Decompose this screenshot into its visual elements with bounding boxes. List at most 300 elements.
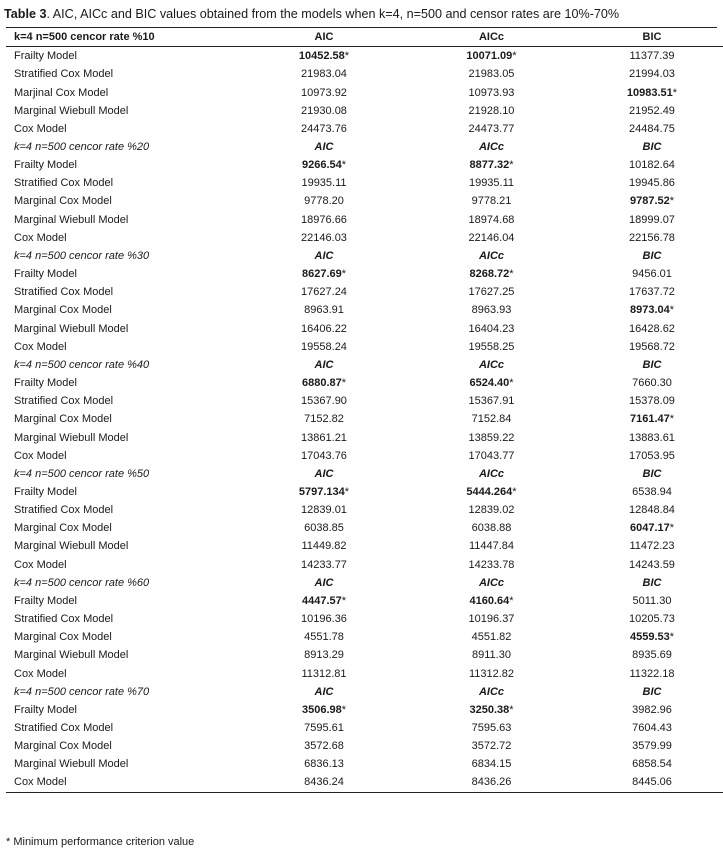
value-aic xyxy=(244,83,404,101)
minimum-marker: * xyxy=(669,304,675,317)
value-aic xyxy=(244,392,404,410)
value-aicc xyxy=(404,120,579,138)
value-bic xyxy=(579,610,723,628)
value-aicc xyxy=(404,592,579,610)
value-text: 21994.03 xyxy=(629,68,675,81)
table-row xyxy=(6,192,723,210)
caption-label: Table 3 xyxy=(4,7,47,21)
value-aic xyxy=(244,610,404,628)
column-header-aicc: AICc xyxy=(478,249,505,262)
value-bic xyxy=(579,664,723,682)
value-text: 22156.78 xyxy=(629,231,675,244)
value-text: 8436.26 xyxy=(471,776,512,789)
value-text: 19558.25 xyxy=(468,340,515,353)
model-name: Marginal Wiebull Model xyxy=(14,431,129,444)
value-bic xyxy=(579,519,723,537)
value-aicc xyxy=(404,410,579,428)
value-bic xyxy=(579,265,723,283)
value-aicc xyxy=(404,428,579,446)
value-aic xyxy=(244,719,404,737)
value-bic xyxy=(579,701,723,719)
column-header-aic: AIC xyxy=(314,249,334,262)
table-row xyxy=(6,83,723,101)
table-row xyxy=(6,428,723,446)
value-aicc xyxy=(404,646,579,664)
value-text: 17053.95 xyxy=(629,449,675,462)
table-row xyxy=(6,501,723,519)
value-aic xyxy=(244,410,404,428)
value-text: 10196.36 xyxy=(301,613,347,626)
value-text: 7152.84 xyxy=(471,413,512,426)
value-aicc xyxy=(404,610,579,628)
value-text: 6858.54 xyxy=(632,758,672,771)
minimum-marker: * xyxy=(344,50,350,63)
column-header-bic: BIC xyxy=(579,28,723,47)
minimum-marker: * xyxy=(672,86,678,99)
table-row xyxy=(6,773,723,792)
value-text: 11377.39 xyxy=(629,50,675,63)
value-text: 8963.91 xyxy=(304,304,344,317)
model-name: Cox Model xyxy=(6,773,244,792)
group-label: k=4 n=500 cencor rate %70 xyxy=(14,685,150,698)
value-aic xyxy=(244,701,404,719)
value-text: 8935.69 xyxy=(632,649,672,662)
table-body xyxy=(6,28,723,792)
value-text: 8913.29 xyxy=(304,649,344,662)
model-name: Marginal Wiebull Model xyxy=(14,758,129,771)
model-name: Stratified Cox Model xyxy=(14,68,114,81)
value-text: 9266.54 xyxy=(301,159,342,172)
value-aicc xyxy=(404,338,579,356)
value-text: 18974.68 xyxy=(468,213,515,226)
value-text: 14233.78 xyxy=(468,558,515,571)
group-header-row xyxy=(6,138,723,156)
value-text: 11472.23 xyxy=(629,540,675,553)
table-row xyxy=(6,447,723,465)
minimum-marker: * xyxy=(341,268,347,281)
value-bic xyxy=(579,410,723,428)
value-aicc xyxy=(404,755,579,773)
value-bic xyxy=(579,755,723,773)
minimum-marker: * xyxy=(509,159,514,172)
value-text: 24473.76 xyxy=(301,122,347,135)
table-row xyxy=(6,392,723,410)
value-text: 8877.32 xyxy=(469,159,510,172)
value-bic xyxy=(579,537,723,555)
value-text: 8973.04 xyxy=(629,304,670,317)
minimum-marker: * xyxy=(669,413,675,426)
value-aicc xyxy=(404,447,579,465)
minimum-marker: * xyxy=(512,485,517,498)
value-text: 5011.30 xyxy=(632,594,672,607)
value-aicc xyxy=(404,283,579,301)
table-row xyxy=(6,338,723,356)
value-text: 5444.264 xyxy=(466,485,513,498)
model-name: Cox Model xyxy=(14,667,67,680)
value-aicc xyxy=(404,719,579,737)
model-name: Stratified Cox Model xyxy=(14,613,114,626)
value-aic xyxy=(244,211,404,229)
table-row xyxy=(6,65,723,83)
results-table xyxy=(6,28,723,793)
model-name: Marginal Wiebull Model xyxy=(14,540,129,553)
value-text: 11322.18 xyxy=(629,667,675,680)
group-header-row xyxy=(6,356,723,374)
column-header-aicc: AICc xyxy=(478,685,505,698)
value-aicc xyxy=(404,174,579,192)
value-text: 24484.75 xyxy=(629,122,675,135)
value-bic xyxy=(579,320,723,338)
model-name: Cox Model xyxy=(14,231,67,244)
value-text: 10205.73 xyxy=(629,613,675,626)
value-aic xyxy=(244,102,404,120)
model-name: Marginal Cox Model xyxy=(14,304,112,317)
table-row xyxy=(6,301,723,319)
value-text: 4551.82 xyxy=(471,631,512,644)
value-text: 13883.61 xyxy=(629,431,675,444)
value-bic xyxy=(579,301,723,319)
value-text: 21983.05 xyxy=(468,68,515,81)
value-text: 3250.38 xyxy=(469,703,510,716)
group-label: k=4 n=500 cencor rate %10 xyxy=(6,28,244,47)
value-aicc xyxy=(404,701,579,719)
value-text: 4551.78 xyxy=(304,631,344,644)
value-aic xyxy=(244,483,404,501)
value-aic xyxy=(244,301,404,319)
table-row xyxy=(6,102,723,120)
value-text: 8963.93 xyxy=(471,304,512,317)
value-text: 16404.23 xyxy=(468,322,515,335)
value-bic xyxy=(579,392,723,410)
group-header-row xyxy=(6,465,723,483)
value-bic xyxy=(579,773,723,792)
value-text: 22146.03 xyxy=(301,231,347,244)
value-bic xyxy=(579,428,723,446)
value-bic xyxy=(579,556,723,574)
value-text: 11312.82 xyxy=(468,667,515,680)
value-bic xyxy=(579,374,723,392)
value-aic xyxy=(244,265,404,283)
value-text: 19935.11 xyxy=(468,177,515,190)
model-name: Cox Model xyxy=(14,122,67,135)
value-text: 17637.72 xyxy=(629,286,675,299)
value-aic xyxy=(244,646,404,664)
table-row xyxy=(6,211,723,229)
value-bic xyxy=(579,283,723,301)
table-row xyxy=(6,719,723,737)
model-name: Stratified Cox Model xyxy=(14,722,114,735)
value-text: 3982.96 xyxy=(632,703,672,716)
value-aic xyxy=(244,229,404,247)
value-text: 7161.47 xyxy=(629,413,670,426)
value-text: 6538.94 xyxy=(632,485,672,498)
value-text: 3572.72 xyxy=(471,740,512,753)
table-caption xyxy=(4,6,619,22)
value-aic xyxy=(244,338,404,356)
column-header-aic: AIC xyxy=(314,685,334,698)
model-name: Frailty Model xyxy=(14,485,77,498)
group-label: k=4 n=500 cencor rate %40 xyxy=(14,358,150,371)
value-aic xyxy=(244,374,404,392)
value-bic xyxy=(579,338,723,356)
column-header-aicc: AICc xyxy=(404,28,579,47)
minimum-marker: * xyxy=(344,485,350,498)
column-header-aicc: AICc xyxy=(478,467,505,480)
value-text: 19568.72 xyxy=(629,340,675,353)
value-bic xyxy=(579,737,723,755)
value-aic xyxy=(244,773,404,792)
table-row xyxy=(6,229,723,247)
value-text: 6047.17 xyxy=(629,522,670,535)
value-text: 7604.43 xyxy=(632,722,672,735)
model-name: Frailty Model xyxy=(14,268,77,281)
table-row xyxy=(6,592,723,610)
column-header-aic: AIC xyxy=(314,141,334,154)
value-bic xyxy=(579,174,723,192)
value-aicc xyxy=(404,156,579,174)
model-name: Marginal Cox Model xyxy=(14,522,112,535)
minimum-marker: * xyxy=(509,703,514,716)
model-name: Stratified Cox Model xyxy=(14,504,114,517)
value-bic xyxy=(579,592,723,610)
value-text: 4160.64 xyxy=(469,594,510,607)
column-header-aic: AIC xyxy=(314,467,334,480)
value-aic xyxy=(244,120,404,138)
value-text: 7660.30 xyxy=(632,377,672,390)
table-row xyxy=(6,410,723,428)
model-name: Cox Model xyxy=(14,558,67,571)
model-name: Marginal Wiebull Model xyxy=(14,213,129,226)
value-text: 7152.82 xyxy=(304,413,344,426)
table-row xyxy=(6,646,723,664)
value-text: 8911.30 xyxy=(472,649,511,662)
column-header-aic: AIC xyxy=(314,358,334,371)
value-text: 19935.11 xyxy=(301,177,347,190)
value-text: 13861.21 xyxy=(301,431,347,444)
value-text: 3506.98 xyxy=(301,703,342,716)
caption-text: . AIC, AICc and BIC values obtained from the models when k=4, n=500 and censor rates are 10%-70% xyxy=(46,7,620,21)
value-text: 9456.01 xyxy=(632,268,672,281)
value-text: 7595.61 xyxy=(304,722,344,735)
value-aicc xyxy=(404,211,579,229)
value-text: 6836.13 xyxy=(304,758,344,771)
value-bic xyxy=(579,447,723,465)
model-name: Cox Model xyxy=(14,449,67,462)
value-aic xyxy=(244,428,404,446)
table-row xyxy=(6,628,723,646)
value-aic xyxy=(244,447,404,465)
value-text: 8268.72 xyxy=(469,268,510,281)
value-text: 8445.06 xyxy=(632,776,672,789)
value-aic xyxy=(244,283,404,301)
group-label: k=4 n=500 cencor rate %30 xyxy=(14,249,150,262)
table-row xyxy=(6,737,723,755)
model-name: Marginal Cox Model xyxy=(14,631,112,644)
table-row xyxy=(6,556,723,574)
table-row xyxy=(6,283,723,301)
value-bic xyxy=(579,229,723,247)
table-row xyxy=(6,664,723,682)
table-row xyxy=(6,265,723,283)
column-header-aicc: AICc xyxy=(478,576,505,589)
column-header-bic: BIC xyxy=(642,467,662,480)
value-text: 22146.04 xyxy=(468,231,515,244)
value-aicc xyxy=(404,519,579,537)
group-label: k=4 n=500 cencor rate %60 xyxy=(14,576,150,589)
value-text: 17627.25 xyxy=(468,286,515,299)
table-row xyxy=(6,374,723,392)
value-text: 16428.62 xyxy=(629,322,675,335)
group-header-row xyxy=(6,683,723,701)
table-row xyxy=(6,610,723,628)
value-aic xyxy=(244,519,404,537)
value-text: 15367.90 xyxy=(301,395,347,408)
value-text: 17043.77 xyxy=(468,449,515,462)
minimum-marker: * xyxy=(341,594,347,607)
column-header-bic: BIC xyxy=(642,685,662,698)
value-aicc xyxy=(404,773,579,792)
value-text: 9778.20 xyxy=(304,195,344,208)
value-text: 12839.02 xyxy=(468,504,515,517)
value-text: 14243.59 xyxy=(629,558,675,571)
value-text: 3579.99 xyxy=(632,740,672,753)
value-text: 11447.84 xyxy=(468,540,515,553)
value-bic xyxy=(579,47,723,66)
value-text: 10973.92 xyxy=(301,86,347,99)
model-name: Frailty Model xyxy=(14,377,77,390)
minimum-marker: * xyxy=(669,631,675,644)
column-header-bic: BIC xyxy=(642,576,662,589)
value-aicc xyxy=(404,737,579,755)
table-row xyxy=(6,537,723,555)
value-text: 6880.87 xyxy=(301,377,342,390)
value-text: 10983.51 xyxy=(626,86,673,99)
value-aicc xyxy=(404,537,579,555)
group-header-row xyxy=(6,247,723,265)
value-text: 3572.68 xyxy=(304,740,344,753)
value-text: 15367.91 xyxy=(468,395,515,408)
value-aicc xyxy=(404,320,579,338)
value-bic xyxy=(579,483,723,501)
group-header-row xyxy=(6,574,723,592)
value-text: 21983.04 xyxy=(301,68,347,81)
column-header-bic: BIC xyxy=(642,141,662,154)
value-aicc xyxy=(404,392,579,410)
value-text: 10452.58 xyxy=(298,50,345,63)
value-text: 7595.63 xyxy=(471,722,512,735)
value-text: 10071.09 xyxy=(466,50,513,63)
value-text: 8627.69 xyxy=(301,268,342,281)
value-text: 9778.21 xyxy=(471,195,512,208)
value-aicc xyxy=(404,483,579,501)
model-name: Marginal Cox Model xyxy=(14,413,112,426)
value-text: 21930.08 xyxy=(301,104,347,117)
value-text: 6834.15 xyxy=(471,758,512,771)
value-aicc xyxy=(404,229,579,247)
table-row xyxy=(6,174,723,192)
model-name: Stratified Cox Model xyxy=(14,286,114,299)
value-bic xyxy=(579,65,723,83)
value-text: 10182.64 xyxy=(629,159,675,172)
value-text: 5797.134 xyxy=(298,485,345,498)
value-aicc xyxy=(404,265,579,283)
value-text: 19558.24 xyxy=(301,340,347,353)
table-row xyxy=(6,320,723,338)
value-aicc xyxy=(404,628,579,646)
value-text: 14233.77 xyxy=(301,558,347,571)
minimum-marker: * xyxy=(341,377,347,390)
model-name: Stratified Cox Model xyxy=(14,177,114,190)
model-name: Stratified Cox Model xyxy=(14,395,114,408)
value-bic xyxy=(579,192,723,210)
table-header-row xyxy=(6,28,723,47)
value-text: 12839.01 xyxy=(301,504,347,517)
table-row xyxy=(6,755,723,773)
model-name: Marginal Wiebull Model xyxy=(14,104,129,117)
value-aic xyxy=(244,174,404,192)
value-text: 19945.86 xyxy=(629,177,675,190)
value-bic xyxy=(579,646,723,664)
table-row xyxy=(6,47,723,66)
minimum-marker: * xyxy=(341,159,347,172)
value-bic xyxy=(579,102,723,120)
value-text: 11312.81 xyxy=(301,667,347,680)
model-name: Marginal Cox Model xyxy=(14,740,112,753)
value-text: 21952.49 xyxy=(629,104,675,117)
column-header-aicc: AICc xyxy=(478,358,505,371)
value-text: 6524.40 xyxy=(469,377,510,390)
value-aic xyxy=(244,192,404,210)
value-aic xyxy=(244,664,404,682)
value-bic xyxy=(579,628,723,646)
value-text: 4447.57 xyxy=(301,594,342,607)
value-text: 6038.85 xyxy=(304,522,344,535)
value-bic xyxy=(579,83,723,101)
model-name: Marjinal Cox Model xyxy=(14,86,109,99)
value-aic xyxy=(244,65,404,83)
model-name: Frailty Model xyxy=(14,594,77,607)
table-row xyxy=(6,120,723,138)
value-aic xyxy=(244,628,404,646)
value-aic xyxy=(244,156,404,174)
model-name: Marginal Wiebull Model xyxy=(14,649,129,662)
value-text: 6038.88 xyxy=(471,522,512,535)
value-aic xyxy=(244,501,404,519)
model-name: Frailty Model xyxy=(14,159,77,172)
footnote: * Minimum performance criterion value xyxy=(6,836,195,848)
minimum-marker: * xyxy=(669,522,675,535)
value-bic xyxy=(579,501,723,519)
value-bic xyxy=(579,211,723,229)
model-name: Cox Model xyxy=(14,340,67,353)
value-text: 16406.22 xyxy=(301,322,347,335)
value-text: 4559.53 xyxy=(629,631,670,644)
value-bic xyxy=(579,719,723,737)
value-text: 11449.82 xyxy=(301,540,347,553)
minimum-marker: * xyxy=(669,195,675,208)
table-row xyxy=(6,701,723,719)
value-aic xyxy=(244,320,404,338)
value-text: 24473.77 xyxy=(468,122,515,135)
table-row xyxy=(6,519,723,537)
value-text: 9787.52 xyxy=(629,195,670,208)
value-text: 17627.24 xyxy=(301,286,347,299)
model-name: Frailty Model xyxy=(14,703,77,716)
value-aicc xyxy=(404,65,579,83)
value-bic xyxy=(579,120,723,138)
value-aicc xyxy=(404,664,579,682)
group-label: k=4 n=500 cencor rate %50 xyxy=(14,467,150,480)
